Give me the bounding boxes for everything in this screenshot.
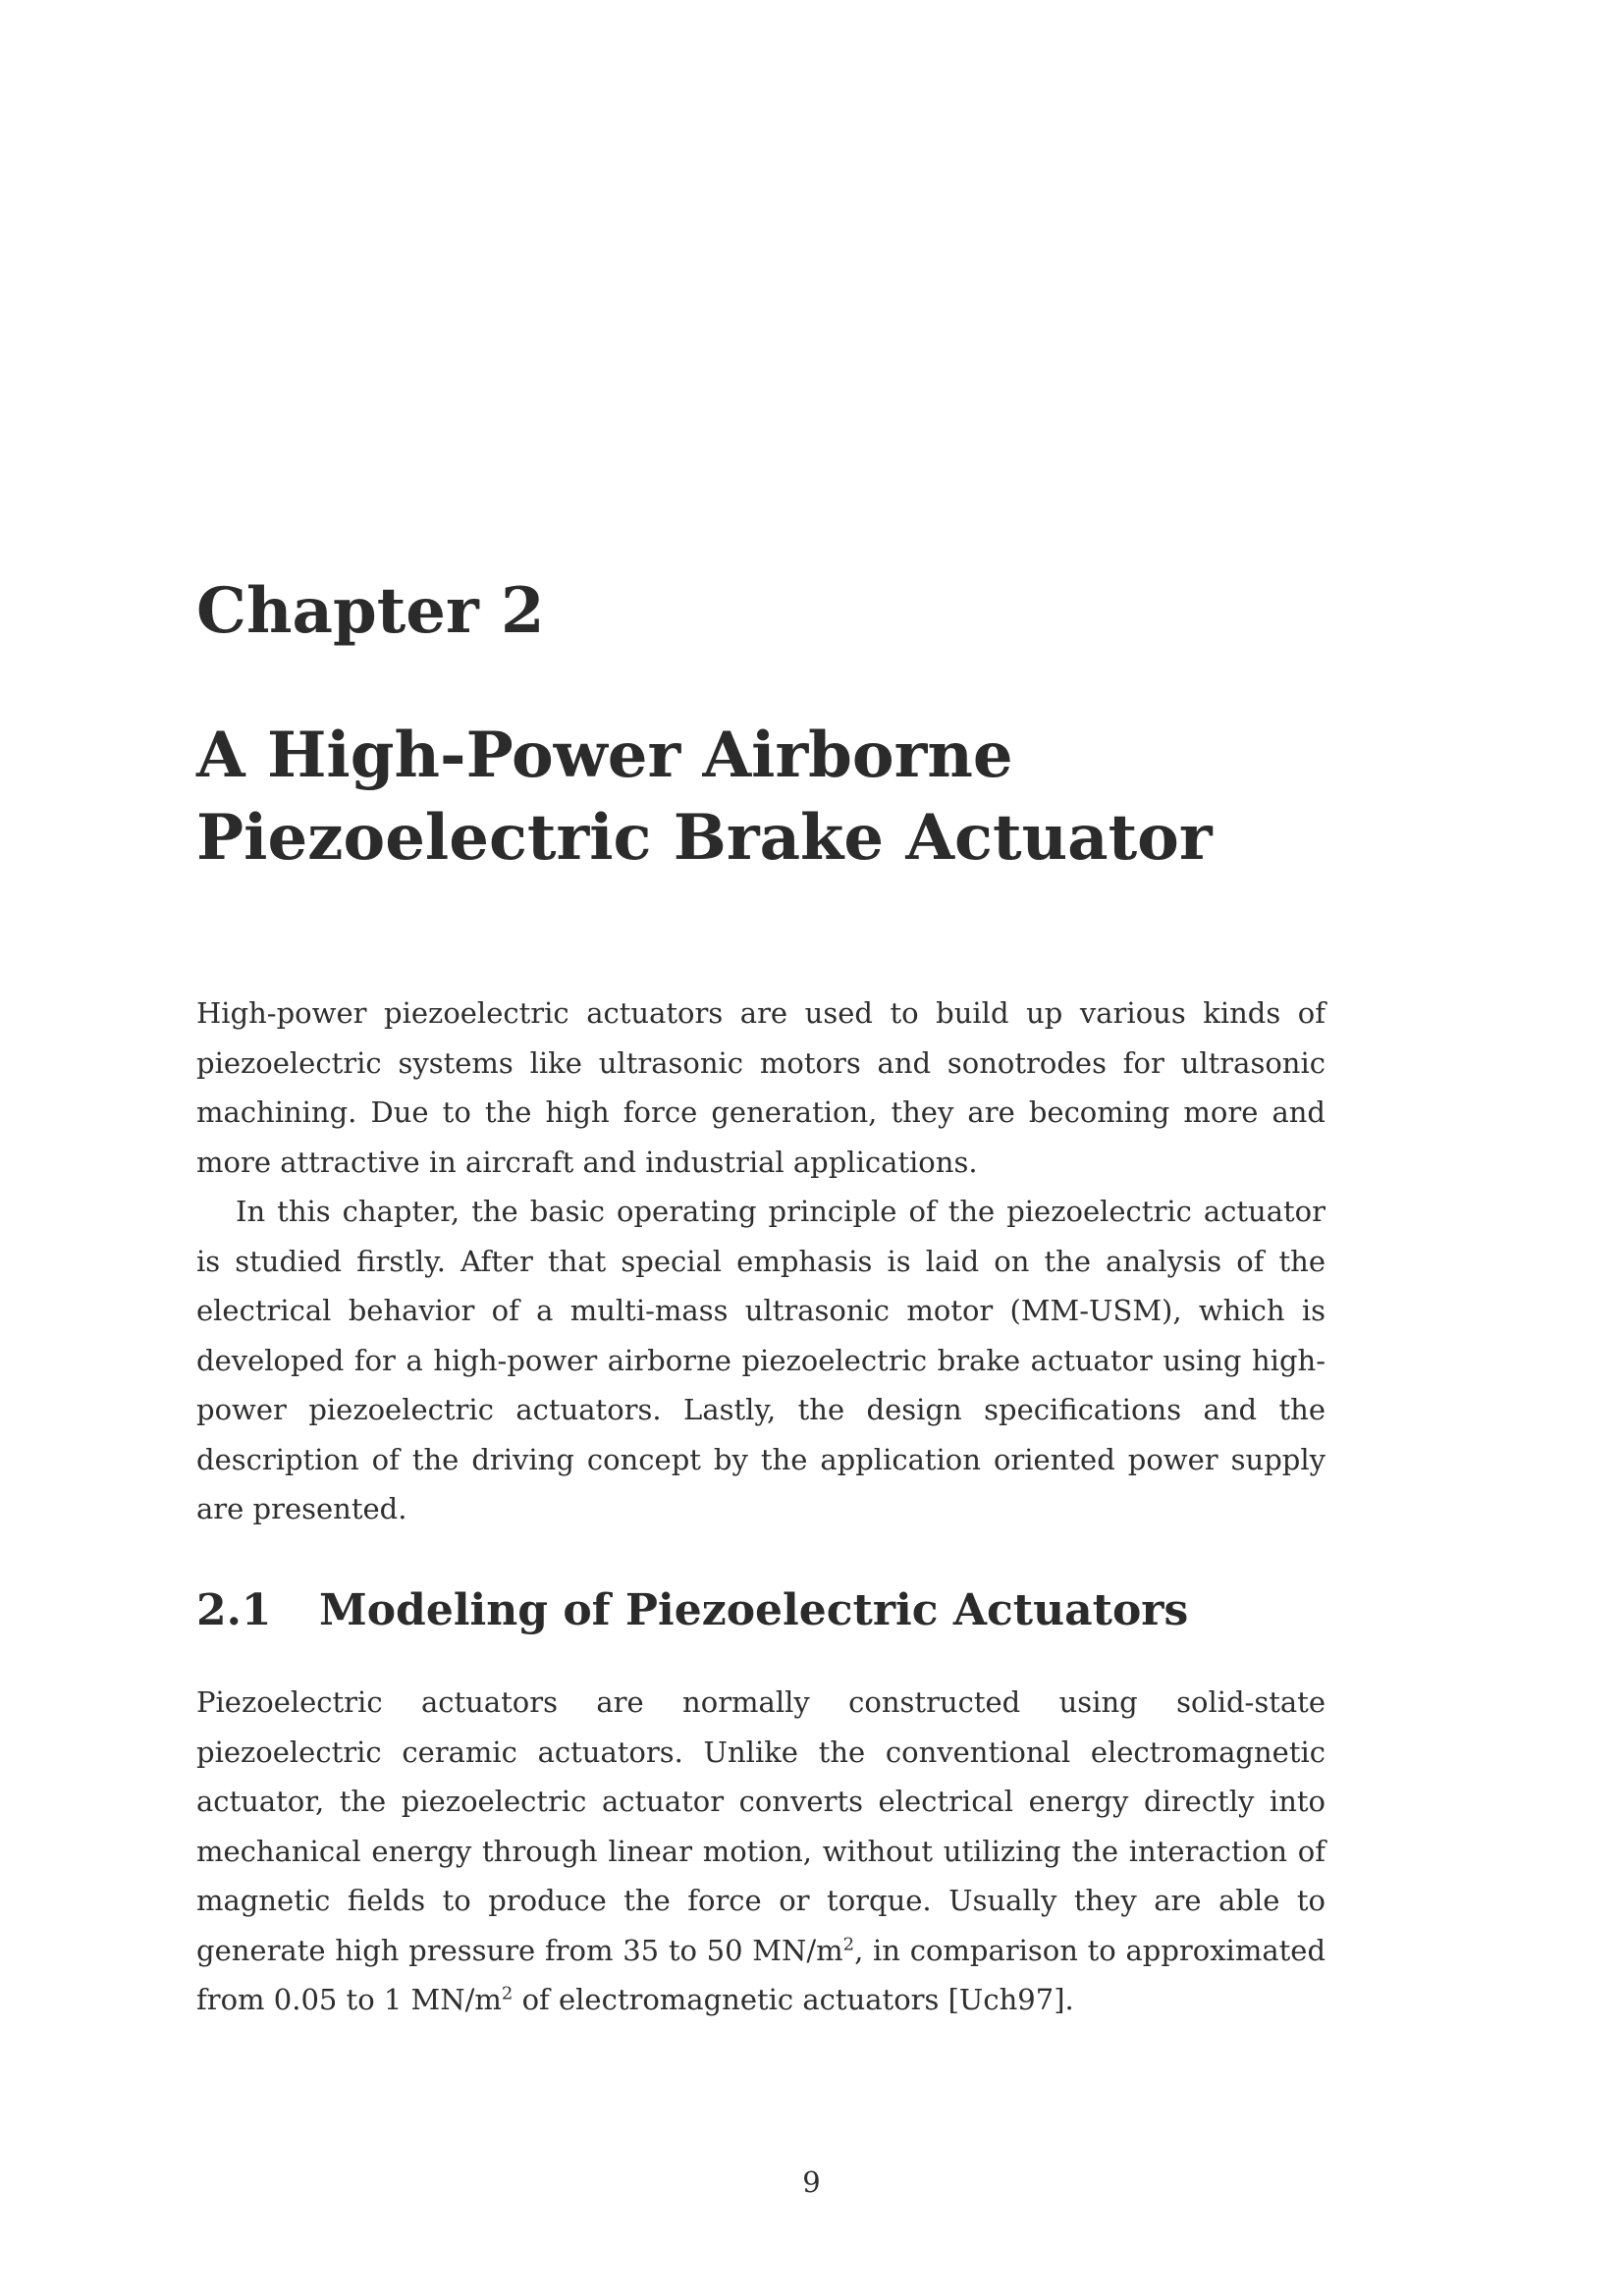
- superscript-2: 2: [842, 1933, 855, 1954]
- chapter-title: [196, 715, 1443, 880]
- section-body: [196, 1678, 1325, 2025]
- intro-paragraph-1: High-power piezoelectric actuators are used to build up various kinds of piezoelectric systems like ultrasonic motors and sonotrodes for ultrasonic machining. Due to the high force generation, they are becoming more and more attractive in aircraft and industrial applications.: [196, 996, 1325, 1179]
- section-paragraph-part-3: of electromagnetic actuators [Uch97].: [513, 1983, 1074, 2016]
- section-paragraph-part-1: Piezoelectric actuators are normally constructed using solid-state piezoelectric ceramic actuators. Unlike the conventional electromagnetic actuator, the piezoelectric actuator converts electrical energy directly into mechanical energy through linear motion, without utilizing the interaction of magnetic fields to produce the force or torque. Usually they are able to generate high pressure from 35 to 50 MN/m: [196, 1685, 1325, 1967]
- page-number: 9: [802, 2165, 821, 2199]
- section-paragraph-part-2: , in comparison to approximated from 0.05 to 1 MN/m: [196, 1933, 1326, 2016]
- section-title: Modeling of Piezoelectric Actuators: [319, 1585, 1189, 1635]
- chapter-title-line-2: Piezoelectric Brake Actuator: [196, 801, 1213, 875]
- section-number: 2.1: [196, 1585, 272, 1635]
- section-paragraph: [196, 1678, 1325, 2025]
- intro-paragraph-2: In this chapter, the basic operating principle of the piezoelectric actuator is studied firstly. After that special emphasis is laid on the analysis of the electrical behavior of a multi-mass ultrasonic motor (MM-USM), which is developed for a high-power airborne piezoelectric brake actuator using high-power piezoelectric actuators. Lastly, the design specifications and the description of the driving concept by the application oriented power supply are presented.: [196, 1195, 1325, 1525]
- chapter-title-line-1: A High-Power Airborne: [196, 719, 1013, 792]
- chapter-label: Chapter 2: [196, 574, 545, 648]
- chapter-intro: [196, 988, 1325, 1534]
- superscript-2: 2: [501, 1983, 514, 2004]
- section-heading: [196, 1585, 1188, 1637]
